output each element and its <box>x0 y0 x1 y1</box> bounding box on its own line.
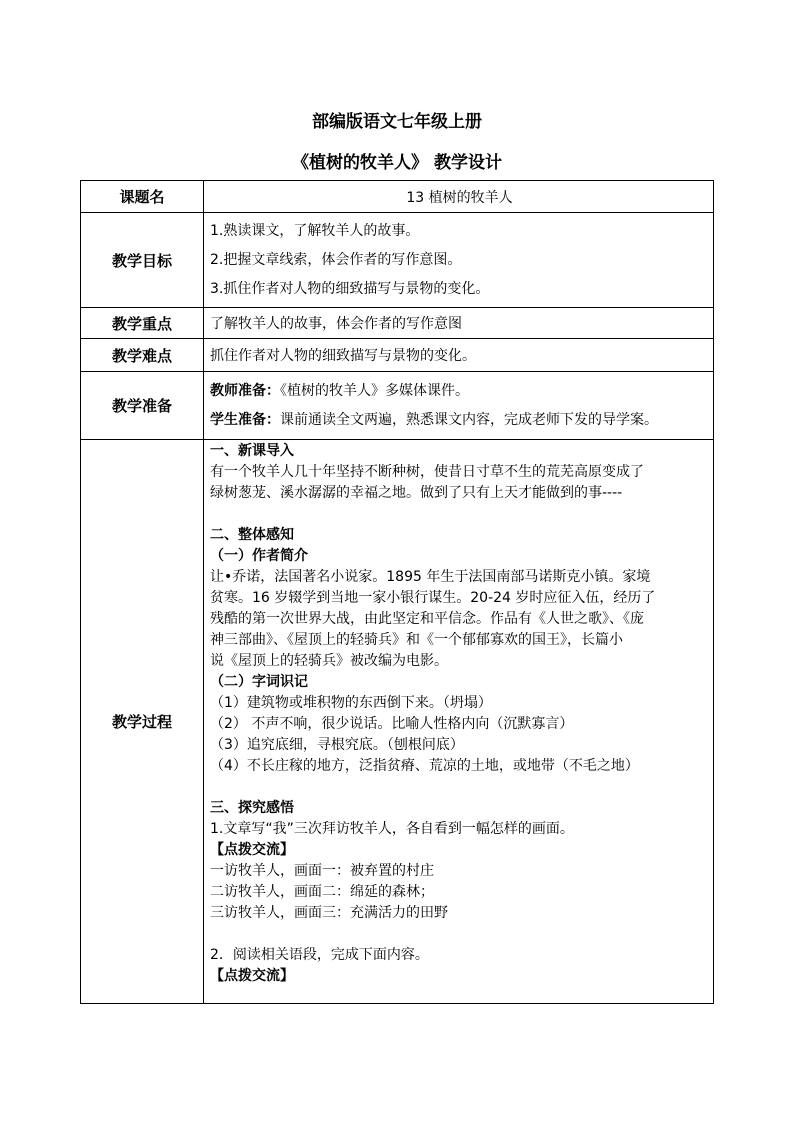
author-line: 神三部曲》、《屋顶上的轻骑兵》和《一个郁郁寡欢的国王》，长篇小 <box>210 632 623 648</box>
key-value: 了解牧羊人的故事，体会作者的写作意图 <box>204 308 714 339</box>
answer-line: 三访牧羊人，画面三：充满活力的田野 <box>210 905 448 921</box>
prep-label: 教学准备 <box>81 372 204 440</box>
document-title: 部编版语文七年级上册 <box>312 112 482 132</box>
word-item: （1）建筑物或堆积物的东西倒下来。（坍塌） <box>210 695 492 711</box>
document-subtitle: 《植树的牧羊人》 教学设计 <box>292 153 502 173</box>
discussion-tag: 【点拨交流】 <box>210 968 294 984</box>
section-1-heading: 一、新课导入 <box>210 443 294 459</box>
spacer <box>210 924 709 945</box>
process-content <box>204 440 714 1004</box>
difficulty-label: 教学难点 <box>81 339 204 372</box>
row-prep <box>81 372 714 440</box>
goals-content <box>204 213 714 308</box>
teacher-prep-text: 《植树的牧羊人》多媒体课件。 <box>280 382 469 399</box>
row-difficulty <box>81 339 714 372</box>
topic-value: 13 植树的牧羊人 <box>204 181 714 213</box>
goal-item: 2.把握文章线索，体会作者的写作意图。 <box>210 251 462 268</box>
prep-content <box>204 372 714 440</box>
row-topic <box>81 181 714 213</box>
author-line: 让•乔诺，法国著名小说家。1895 年生于法国南部马诺斯克小镇。家境 <box>210 569 651 585</box>
answer-line: 二访牧羊人，画面二：绵延的森林； <box>210 884 434 900</box>
spacer <box>210 777 709 798</box>
row-process <box>81 440 714 1004</box>
topic-label: 课题名 <box>81 181 204 213</box>
spacer <box>210 504 709 525</box>
student-prep-text: 课前通读全文两遍，熟悉课文内容，完成老师下发的导学案。 <box>280 411 658 428</box>
author-line: 说《屋顶上的轻骑兵》被改编为电影。 <box>210 653 448 669</box>
paragraph-line: 绿树葱茏、溪水潺潺的幸福之地。做到了只有上天才能做到的事---- <box>210 485 623 501</box>
difficulty-value: 抓住作者对人物的细致描写与景物的变化。 <box>204 339 714 372</box>
key-label: 教学重点 <box>81 308 204 339</box>
paragraph-line: 有一个牧羊人几十年坚持不断种树，使昔日寸草不生的荒芜高原变成了 <box>210 464 644 480</box>
goal-item: 1.熟读课文，了解牧羊人的故事。 <box>210 222 420 239</box>
row-goals <box>81 213 714 308</box>
word-item: （3）追究底细，寻根究底。（刨根问底） <box>210 737 464 753</box>
section-3-heading: 三、探究感悟 <box>210 800 294 816</box>
answer-line: 一访牧羊人，画面一：被弃置的村庄 <box>210 863 434 879</box>
lesson-plan-table <box>80 180 714 1004</box>
word-item: （2） 不声不响，很少说话。比喻人性格内向（沉默寡言） <box>210 716 574 732</box>
teacher-prep-label: 教师准备： <box>210 382 280 399</box>
author-line: 贫寒。16 岁辍学到当地一家小银行谋生。20-24 岁时应征入伍，经历了 <box>210 590 656 606</box>
goal-item: 3.抓住作者对人物的细致描写与景物的变化。 <box>210 280 490 297</box>
row-key <box>81 308 714 339</box>
section-2-heading: 二、整体感知 <box>210 527 294 543</box>
teacher-prep <box>210 377 709 406</box>
author-line: 残酷的第一次世界大战，由此坚定和平信念。作品有《人世之歌》、《庞 <box>210 611 644 627</box>
student-prep <box>210 406 709 435</box>
question-2: 2．阅读相关语段，完成下面内容。 <box>210 947 429 963</box>
subsection-author-heading: （一）作者简介 <box>210 548 308 564</box>
discussion-tag: 【点拨交流】 <box>210 842 294 858</box>
question-1: 1.文章写“我”三次拜访牧羊人，各自看到一幅怎样的画面。 <box>210 821 574 837</box>
word-item: （4）不长庄稼的地方，泛指贫瘠、荒凉的土地，或地带（不毛之地） <box>210 758 639 774</box>
process-label: 教学过程 <box>81 440 204 1004</box>
student-prep-label: 学生准备： <box>210 411 280 428</box>
goals-label: 教学目标 <box>81 213 204 308</box>
subsection-words-heading: （二）字词识记 <box>210 674 308 690</box>
